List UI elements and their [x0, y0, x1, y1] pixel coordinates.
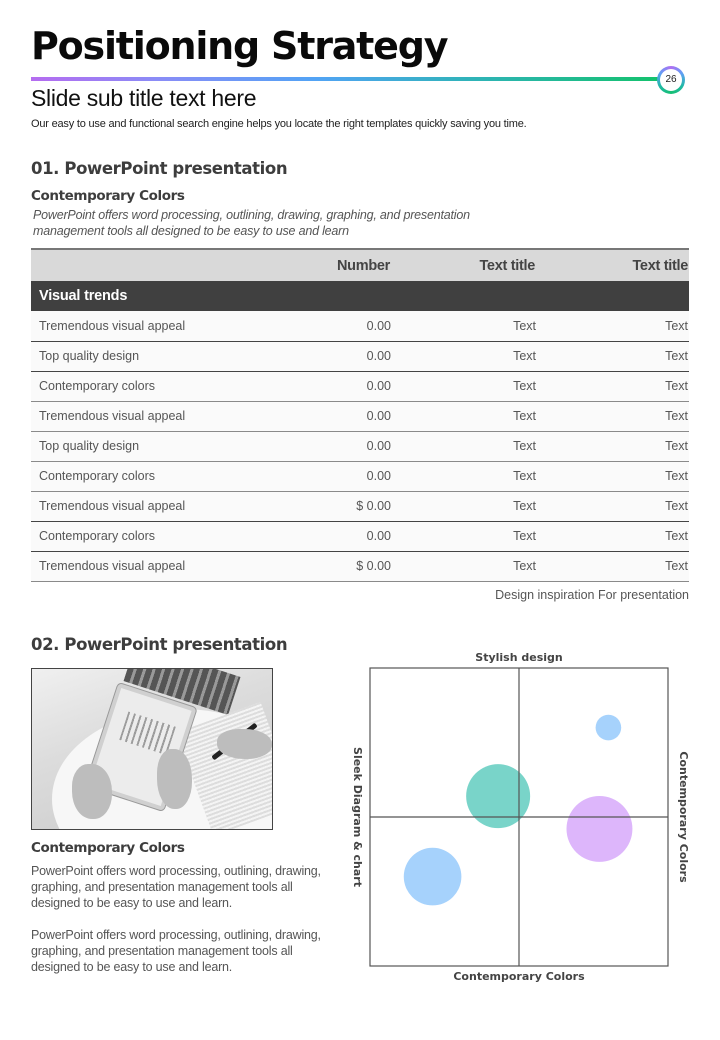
- bubble-layer: [404, 715, 633, 906]
- row-text-cell: Text: [391, 341, 536, 371]
- title-accent-bar: [31, 77, 661, 81]
- row-number-cell: 0.00: [261, 401, 391, 431]
- photo-hand: [157, 749, 192, 809]
- table-row: [31, 491, 689, 521]
- row-text-cell: Text: [536, 431, 689, 461]
- row-label-cell: Tremendous visual appeal: [31, 311, 261, 341]
- section1-heading: 01. PowerPoint presentation: [31, 159, 288, 178]
- page-number-badge: [657, 66, 685, 94]
- photo-hand: [72, 764, 112, 819]
- axis-label-right: Contemporary Colors: [677, 751, 690, 883]
- column-header-text-title: Text title: [391, 249, 536, 281]
- bubble-blue-large: [404, 848, 462, 906]
- row-number-cell: 0.00: [261, 521, 391, 551]
- row-number-cell: 0.00: [261, 311, 391, 341]
- row-number-cell: 0.00: [261, 341, 391, 371]
- row-text-cell: Text: [391, 311, 536, 341]
- row-text-cell: Text: [391, 461, 536, 491]
- table-row: [31, 551, 689, 581]
- row-text-cell: Text: [536, 491, 689, 521]
- row-label-cell: Tremendous visual appeal: [31, 491, 261, 521]
- intro-text: Our easy to use and functional search engine helps you locate the right templates quickly saving you time.: [31, 118, 527, 130]
- table-row: [31, 521, 689, 551]
- row-text-cell: Text: [536, 341, 689, 371]
- section1-subheading: Contemporary Colors: [31, 188, 185, 204]
- axis-label-top: Stylish design: [475, 651, 563, 664]
- table-group-row: [31, 281, 689, 311]
- table-row: [31, 401, 689, 431]
- table-header-row: [31, 249, 689, 281]
- section2-heading: 02. PowerPoint presentation: [31, 635, 288, 654]
- row-label-cell: Contemporary colors: [31, 371, 261, 401]
- quadrant-bubble-chart: [346, 645, 696, 990]
- row-label-cell: Contemporary colors: [31, 521, 261, 551]
- row-number-cell: 0.00: [261, 431, 391, 461]
- column-header-text-title: Text title: [536, 249, 689, 281]
- row-number-cell: 0.00: [261, 371, 391, 401]
- table-note: Design inspiration For presentation: [495, 588, 689, 602]
- bubble-purple: [567, 796, 633, 862]
- row-text-cell: Text: [391, 521, 536, 551]
- row-text-cell: Text: [536, 401, 689, 431]
- axis-label-bottom: Contemporary Colors: [453, 970, 585, 983]
- table-row: [31, 461, 689, 491]
- bubble-teal: [466, 764, 530, 828]
- section2-subheading: Contemporary Colors: [31, 840, 185, 856]
- row-label-cell: Top quality design: [31, 341, 261, 371]
- axis-label-left: Sleek Diagram & chart: [351, 747, 364, 887]
- bubble-blue-small: [596, 715, 622, 741]
- page-title: Positioning Strategy: [31, 24, 448, 68]
- section2-paragraph: PowerPoint offers word processing, outlining, drawing, graphing, and presentation management tools all designed to be easy to use and learn.: [31, 864, 321, 910]
- row-label-cell: Tremendous visual appeal: [31, 401, 261, 431]
- row-number-cell: $ 0.00: [261, 491, 391, 521]
- row-text-cell: Text: [391, 551, 536, 581]
- table-row: [31, 371, 689, 401]
- row-text-cell: Text: [391, 431, 536, 461]
- group-label: Visual trends: [31, 281, 689, 311]
- photo-hand: [217, 729, 272, 759]
- row-number-cell: $ 0.00: [261, 551, 391, 581]
- section2-paragraph: PowerPoint offers word processing, outlining, drawing, graphing, and presentation management tools all designed to be easy to use and learn.: [31, 928, 321, 974]
- row-label-cell: Top quality design: [31, 431, 261, 461]
- row-text-cell: Text: [391, 371, 536, 401]
- row-text-cell: Text: [536, 521, 689, 551]
- column-header: [31, 249, 261, 281]
- row-text-cell: Text: [536, 371, 689, 401]
- page-number: 26: [660, 69, 682, 91]
- column-header-number: Number: [261, 249, 391, 281]
- section1-description: PowerPoint offers word processing, outlining, drawing, graphing, and presentation management tools all designed to be easy to use and learn: [33, 208, 470, 238]
- data-table: [31, 248, 689, 582]
- row-text-cell: Text: [536, 551, 689, 581]
- chart-canvas: [346, 645, 696, 990]
- table-row: [31, 341, 689, 371]
- row-number-cell: 0.00: [261, 461, 391, 491]
- row-text-cell: Text: [391, 491, 536, 521]
- table-row: [31, 311, 689, 341]
- row-text-cell: Text: [391, 401, 536, 431]
- row-text-cell: Text: [536, 311, 689, 341]
- row-text-cell: Text: [536, 461, 689, 491]
- row-label-cell: Tremendous visual appeal: [31, 551, 261, 581]
- business-photo: [31, 668, 273, 830]
- page-subtitle: Slide sub title text here: [31, 85, 257, 111]
- table-row: [31, 431, 689, 461]
- row-label-cell: Contemporary colors: [31, 461, 261, 491]
